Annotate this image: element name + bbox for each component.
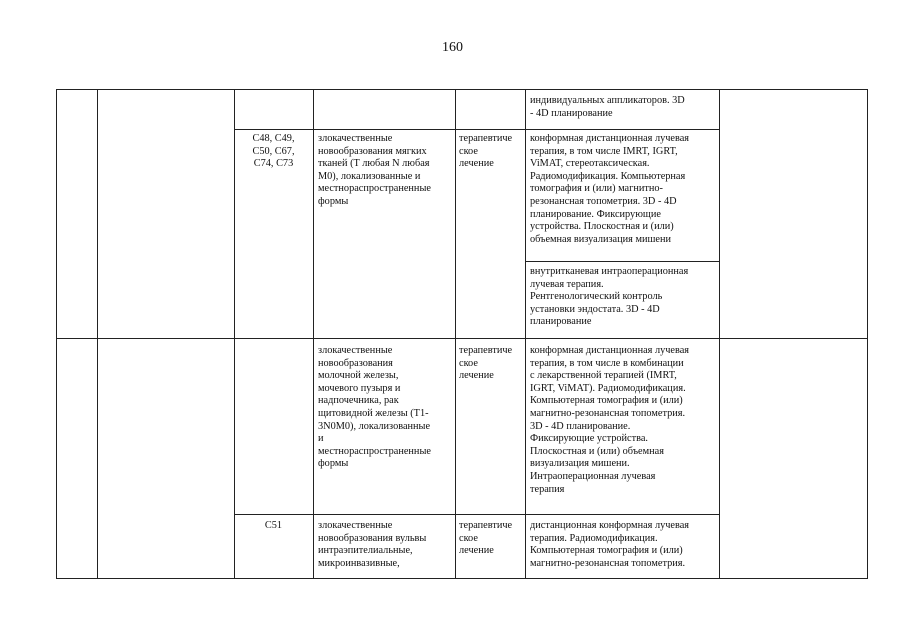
diagnosis-cell: злокачественные новообразования молочной железы, мочевого пузыря и надпочечника, рак щитовидной железы (T1- 3N0M0), локализованные и местнораспространенные формы [318, 345, 431, 470]
page-number: 160 [442, 40, 463, 55]
column-divider [525, 89, 526, 579]
method-cell: дистанционная конформная лучевая терапия. Радиомодификация. Компьютерная томография и (или) магнитно-резонансная топометрия. [530, 520, 690, 569]
method-cell: конформная дистанционная лучевая терапия, в том числе IMRT, IGRT, ViMAT, стереотаксическая. Радиомодификация. Компьютерная томография и (или) магнитно- резонансная топометрия. 3D - 4D планирование. Фиксирующие устройства. Плоскостная и (или) объемная визуализация мишени [530, 133, 690, 245]
row-divider [234, 514, 719, 515]
treatment-cell: терапевтиче ское лечение [459, 520, 513, 557]
method-cell: внутритканевая интраоперационная лучевая терапия. Рентгенологический контроль установки эндостата. 3D - 4D планирование [530, 266, 689, 328]
column-divider [313, 89, 314, 579]
table-border-bottom [56, 578, 868, 579]
code-cell: C48, C49, C50, C67, C74, C73 [252, 133, 295, 170]
treatment-cell: терапевтиче ское лечение [459, 345, 513, 382]
column-divider [719, 89, 720, 579]
method-cell: индивидуальных аппликаторов. 3D - 4D планирование [530, 95, 685, 119]
method-cell: конформная дистанционная лучевая терапия, в том числе в комбинации с лекарственной терапией (IMRT, IGRT, ViMAT). Радиомодификация. Компьютерная томография и (или) магнитно-резонансная топометрия. 3D - 4D планирование. Фиксирующие устройства. Плоскостная и (или) объемная визуализация мишени. Интраоперационная лучевая терапия [530, 345, 690, 495]
diagnosis-cell: злокачественные новообразования мягких тканей (T любая N любая M0), локализованные и местнораспространенные формы [318, 133, 431, 207]
row-divider [234, 129, 719, 130]
column-divider [455, 89, 456, 579]
diagnosis-cell: злокачественные новообразования вульвы интраэпителиальные, микроинвазивные, [318, 520, 427, 569]
column-divider [56, 89, 57, 579]
code-cell: C51 [264, 520, 283, 531]
row-divider [56, 338, 868, 339]
table-border-top [56, 89, 868, 90]
column-divider [867, 89, 868, 579]
column-divider [97, 89, 98, 579]
treatment-cell: терапевтиче ское лечение [459, 133, 513, 170]
row-divider [525, 261, 719, 262]
